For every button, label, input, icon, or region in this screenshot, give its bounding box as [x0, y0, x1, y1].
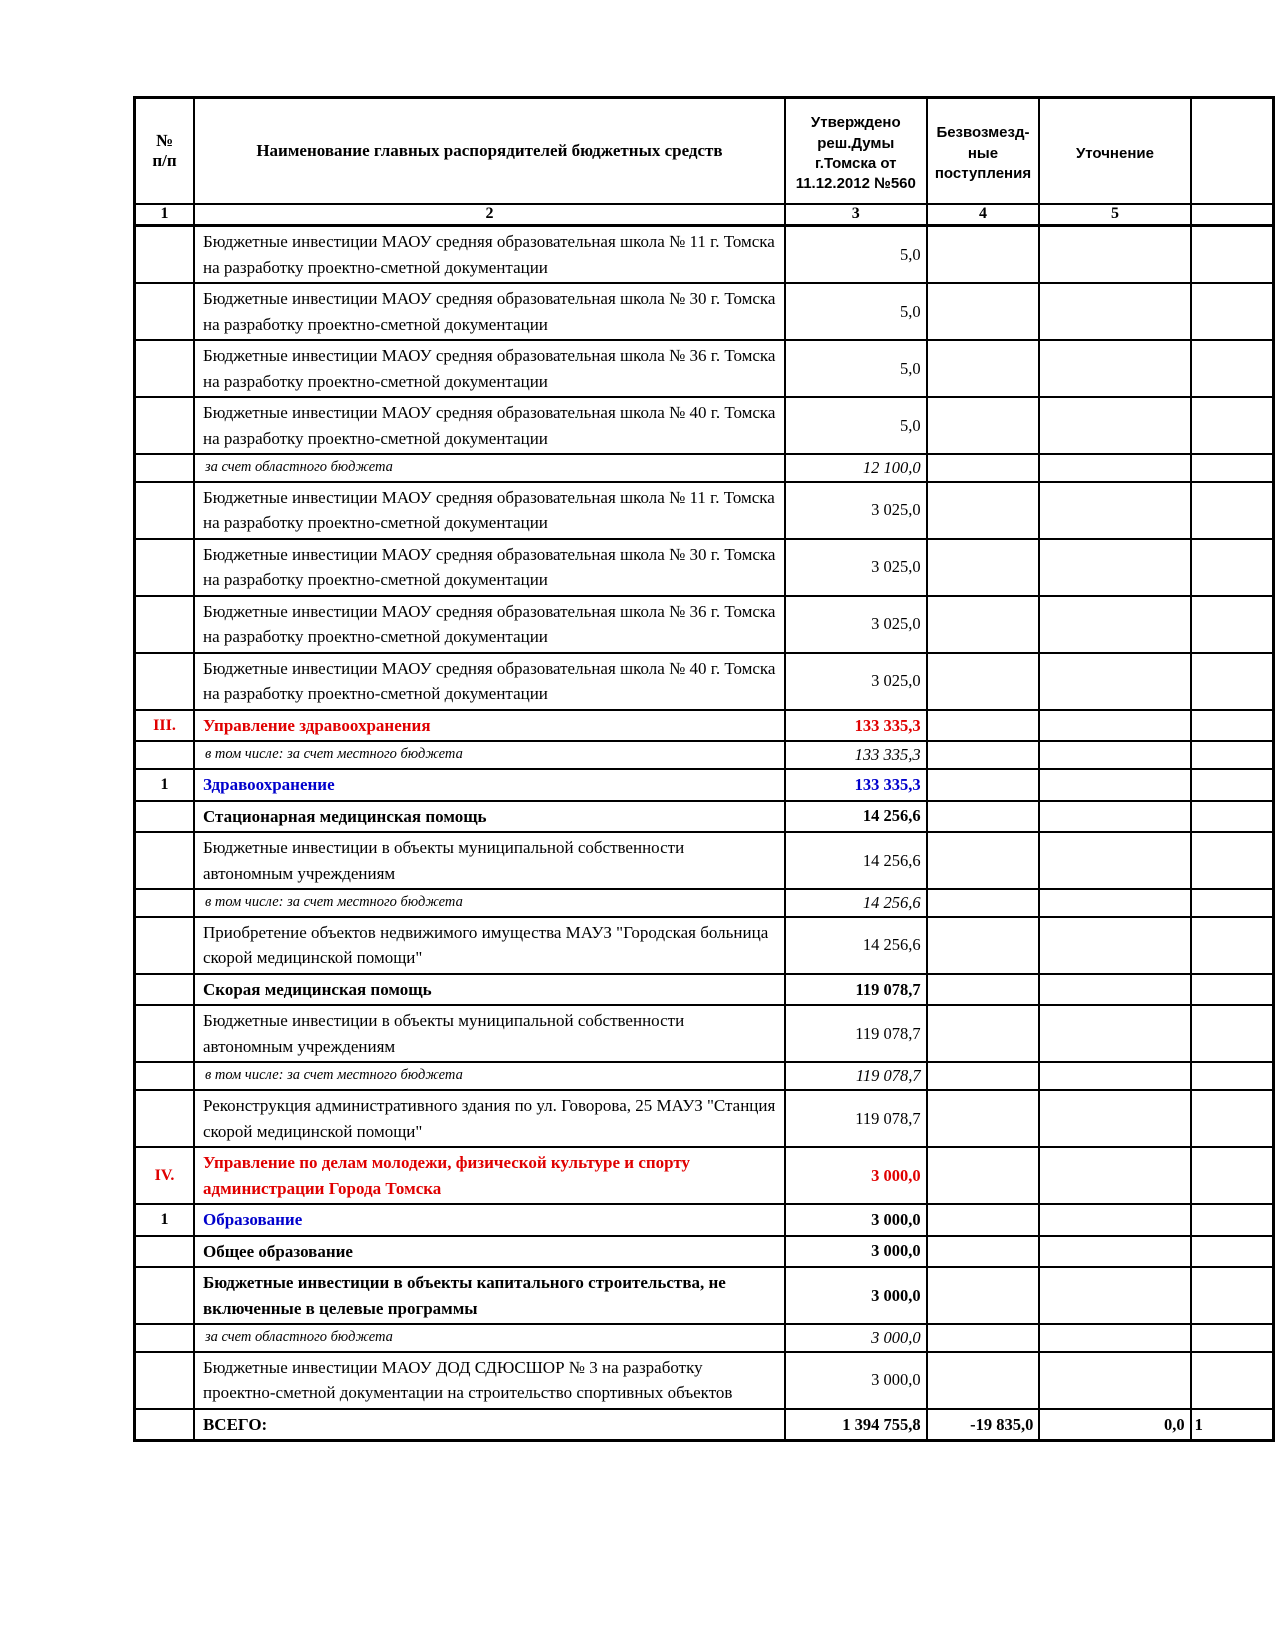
row-num-cell [135, 1352, 194, 1409]
row-gratuitous-cell [927, 832, 1040, 889]
total-col6-partial-value: 1 [1191, 1409, 1274, 1441]
row-name-cell: Образование [194, 1204, 785, 1236]
row-gratuitous-cell [927, 801, 1040, 833]
row-name-cell: Бюджетные инвестиции МАОУ средняя образовательная школа № 11 г. Томска на разработку проектно-сметной документации [194, 482, 785, 539]
row-num-cell [135, 974, 194, 1006]
table-row [135, 653, 1274, 710]
row-name-cell: в том числе: за счет местного бюджета [194, 741, 785, 769]
row-approved-cell: 12 100,0 [785, 454, 927, 482]
row-approved-cell: 3 025,0 [785, 653, 927, 710]
row-approved-cell: 3 000,0 [785, 1147, 927, 1204]
row-approved-cell: 3 000,0 [785, 1267, 927, 1324]
row-approved-cell: 5,0 [785, 397, 927, 454]
row-gratuitous-cell [927, 1090, 1040, 1147]
row-clarification-cell [1039, 283, 1190, 340]
table-body [135, 98, 1274, 1441]
table-row [135, 889, 1274, 917]
row-name-cell: Общее образование [194, 1236, 785, 1268]
colnum-3: 3 [785, 204, 927, 226]
table-row [135, 226, 1274, 284]
row-name-cell: Управление по делам молодежи, физической культуре и спорту администрации Города Томска [194, 1147, 785, 1204]
table-row [135, 596, 1274, 653]
row-clarification-cell [1039, 974, 1190, 1006]
row-gratuitous-cell [927, 1267, 1040, 1324]
row-gratuitous-cell [927, 454, 1040, 482]
row-approved-cell: 5,0 [785, 340, 927, 397]
row-gratuitous-cell [927, 283, 1040, 340]
header-approved: Утверждено реш.Думы г.Томска от 11.12.2012 №560 [785, 98, 927, 204]
table-row [135, 539, 1274, 596]
row-col6-cell [1191, 889, 1274, 917]
row-name-cell: Бюджетные инвестиции МАОУ средняя образовательная школа № 36 г. Томска на разработку проектно-сметной документации [194, 340, 785, 397]
row-num-cell [135, 283, 194, 340]
row-clarification-cell [1039, 340, 1190, 397]
row-gratuitous-cell [927, 226, 1040, 284]
row-num-cell [135, 397, 194, 454]
row-approved-cell: 119 078,7 [785, 1090, 927, 1147]
total-num-cell [135, 1409, 194, 1441]
header-name: Наименование главных распорядителей бюджетных средств [194, 98, 785, 204]
row-num-cell [135, 539, 194, 596]
row-approved-cell: 5,0 [785, 283, 927, 340]
row-num-cell [135, 889, 194, 917]
row-clarification-cell [1039, 482, 1190, 539]
row-approved-cell: 133 335,3 [785, 710, 927, 742]
row-num-cell: 1 [135, 769, 194, 801]
colnum-5: 5 [1039, 204, 1190, 226]
row-col6-cell [1191, 397, 1274, 454]
row-approved-cell: 14 256,6 [785, 917, 927, 974]
row-num-cell [135, 226, 194, 284]
row-name-cell: Скорая медицинская помощь [194, 974, 785, 1006]
row-gratuitous-cell [927, 539, 1040, 596]
row-approved-cell: 133 335,3 [785, 769, 927, 801]
row-gratuitous-cell [927, 974, 1040, 1006]
header-gratuitous: Безвозмезд-ные поступления [927, 98, 1040, 204]
table-row [135, 1324, 1274, 1352]
row-num-cell [135, 1267, 194, 1324]
row-num-cell [135, 653, 194, 710]
row-name-cell: Бюджетные инвестиции МАОУ средняя образовательная школа № 40 г. Томска на разработку проектно-сметной документации [194, 397, 785, 454]
row-gratuitous-cell [927, 1204, 1040, 1236]
header-row [135, 98, 1274, 204]
table-row [135, 482, 1274, 539]
row-clarification-cell [1039, 1236, 1190, 1268]
table-row [135, 454, 1274, 482]
row-gratuitous-cell [927, 741, 1040, 769]
row-approved-cell: 3 025,0 [785, 539, 927, 596]
row-gratuitous-cell [927, 1352, 1040, 1409]
row-col6-cell [1191, 801, 1274, 833]
colnum-6-cut [1191, 204, 1274, 226]
row-num-cell [135, 454, 194, 482]
row-approved-cell: 3 025,0 [785, 596, 927, 653]
row-clarification-cell [1039, 769, 1190, 801]
row-approved-cell: 3 000,0 [785, 1352, 927, 1409]
row-clarification-cell [1039, 454, 1190, 482]
row-clarification-cell [1039, 832, 1190, 889]
row-name-cell: за счет областного бюджета [194, 1324, 785, 1352]
row-num-cell [135, 801, 194, 833]
table-row [135, 1005, 1274, 1062]
row-col6-cell [1191, 1147, 1274, 1204]
table-row [135, 1062, 1274, 1090]
row-col6-cell [1191, 974, 1274, 1006]
row-clarification-cell [1039, 1267, 1190, 1324]
row-clarification-cell [1039, 889, 1190, 917]
row-clarification-cell [1039, 1147, 1190, 1204]
row-approved-cell: 5,0 [785, 226, 927, 284]
row-num-cell: IV. [135, 1147, 194, 1204]
row-clarification-cell [1039, 1005, 1190, 1062]
table-row [135, 340, 1274, 397]
row-clarification-cell [1039, 1062, 1190, 1090]
row-num-cell [135, 340, 194, 397]
row-col6-cell [1191, 1005, 1274, 1062]
total-gratuitous-value: -19 835,0 [927, 1409, 1040, 1441]
row-col6-cell [1191, 741, 1274, 769]
row-col6-cell [1191, 832, 1274, 889]
table-row [135, 1267, 1274, 1324]
row-approved-cell: 14 256,6 [785, 801, 927, 833]
row-col6-cell [1191, 226, 1274, 284]
row-approved-cell: 133 335,3 [785, 741, 927, 769]
row-gratuitous-cell [927, 710, 1040, 742]
colnum-1: 1 [135, 204, 194, 226]
total-label: ВСЕГО: [194, 1409, 785, 1441]
row-col6-cell [1191, 1236, 1274, 1268]
row-gratuitous-cell [927, 1062, 1040, 1090]
row-num-cell: 1 [135, 1204, 194, 1236]
row-clarification-cell [1039, 741, 1190, 769]
row-col6-cell [1191, 454, 1274, 482]
row-col6-cell [1191, 1204, 1274, 1236]
row-gratuitous-cell [927, 1147, 1040, 1204]
row-name-cell: Бюджетные инвестиции МАОУ средняя образовательная школа № 30 г. Томска на разработку проектно-сметной документации [194, 283, 785, 340]
row-num-cell [135, 482, 194, 539]
row-name-cell: Приобретение объектов недвижимого имущества МАУЗ "Городская больница скорой медицинской помощи" [194, 917, 785, 974]
row-col6-cell [1191, 283, 1274, 340]
row-clarification-cell [1039, 1204, 1190, 1236]
table-row [135, 1204, 1274, 1236]
row-name-cell: Стационарная медицинская помощь [194, 801, 785, 833]
row-col6-cell [1191, 653, 1274, 710]
row-col6-cell [1191, 917, 1274, 974]
total-clarification-value: 0,0 [1039, 1409, 1190, 1441]
column-numbers-row [135, 204, 1274, 226]
row-col6-cell [1191, 596, 1274, 653]
row-col6-cell [1191, 340, 1274, 397]
table-row [135, 769, 1274, 801]
table-row [135, 974, 1274, 1006]
row-approved-cell: 14 256,6 [785, 889, 927, 917]
row-approved-cell: 119 078,7 [785, 974, 927, 1006]
row-name-cell: в том числе: за счет местного бюджета [194, 1062, 785, 1090]
table-row [135, 1236, 1274, 1268]
row-col6-cell [1191, 482, 1274, 539]
row-clarification-cell [1039, 226, 1190, 284]
row-name-cell: Бюджетные инвестиции МАОУ средняя образовательная школа № 40 г. Томска на разработку проектно-сметной документации [194, 653, 785, 710]
table-row [135, 1090, 1274, 1147]
row-name-cell: Бюджетные инвестиции МАОУ средняя образовательная школа № 11 г. Томска на разработку проектно-сметной документации [194, 226, 785, 284]
row-num-cell [135, 1005, 194, 1062]
row-gratuitous-cell [927, 1005, 1040, 1062]
table-row [135, 283, 1274, 340]
row-gratuitous-cell [927, 482, 1040, 539]
row-clarification-cell [1039, 596, 1190, 653]
row-num-cell [135, 596, 194, 653]
row-gratuitous-cell [927, 769, 1040, 801]
row-clarification-cell [1039, 710, 1190, 742]
row-gratuitous-cell [927, 653, 1040, 710]
row-approved-cell: 3 000,0 [785, 1236, 927, 1268]
header-clarification: Уточнение [1039, 98, 1190, 204]
row-col6-cell [1191, 539, 1274, 596]
header-num: № п/п [135, 98, 194, 204]
row-gratuitous-cell [927, 1324, 1040, 1352]
row-num-cell [135, 917, 194, 974]
table-row [135, 832, 1274, 889]
row-clarification-cell [1039, 653, 1190, 710]
row-clarification-cell [1039, 397, 1190, 454]
row-gratuitous-cell [927, 1236, 1040, 1268]
row-name-cell: Бюджетные инвестиции в объекты муниципальной собственности автономным учреждениям [194, 832, 785, 889]
row-gratuitous-cell [927, 596, 1040, 653]
row-approved-cell: 119 078,7 [785, 1005, 927, 1062]
row-clarification-cell [1039, 1352, 1190, 1409]
row-approved-cell: 3 025,0 [785, 482, 927, 539]
row-gratuitous-cell [927, 917, 1040, 974]
row-col6-cell [1191, 769, 1274, 801]
header-col6-cut [1191, 98, 1274, 204]
row-col6-cell [1191, 1352, 1274, 1409]
row-clarification-cell [1039, 917, 1190, 974]
row-num-cell [135, 1090, 194, 1147]
row-name-cell: Бюджетные инвестиции МАОУ средняя образовательная школа № 36 г. Томска на разработку проектно-сметной документации [194, 596, 785, 653]
table-row [135, 1352, 1274, 1409]
row-name-cell: Управление здравоохранения [194, 710, 785, 742]
row-name-cell: Реконструкция административного здания по ул. Говорова, 25 МАУЗ "Станция скорой медицинской помощи" [194, 1090, 785, 1147]
row-col6-cell [1191, 1324, 1274, 1352]
row-name-cell: Бюджетные инвестиции в объекты муниципальной собственности автономным учреждениям [194, 1005, 785, 1062]
row-num-cell [135, 832, 194, 889]
table-row [135, 397, 1274, 454]
row-clarification-cell [1039, 1324, 1190, 1352]
row-col6-cell [1191, 1267, 1274, 1324]
row-num-cell [135, 1062, 194, 1090]
colnum-4: 4 [927, 204, 1040, 226]
row-num-cell [135, 1324, 194, 1352]
table-row [135, 801, 1274, 833]
table-row [135, 710, 1274, 742]
row-name-cell: Бюджетные инвестиции в объекты капитального строительства, не включенные в целевые программы [194, 1267, 785, 1324]
table-row [135, 741, 1274, 769]
row-name-cell: Бюджетные инвестиции МАОУ ДОД СДЮСШОР № 3 на разработку проектно-сметной документации на строительство спортивных объектов [194, 1352, 785, 1409]
row-name-cell: в том числе: за счет местного бюджета [194, 889, 785, 917]
row-gratuitous-cell [927, 340, 1040, 397]
budget-table-wrapper [133, 96, 1275, 1442]
row-clarification-cell [1039, 801, 1190, 833]
row-name-cell: Здравоохранение [194, 769, 785, 801]
row-clarification-cell [1039, 539, 1190, 596]
total-row [135, 1409, 1274, 1441]
table-row [135, 917, 1274, 974]
table-row [135, 1147, 1274, 1204]
row-gratuitous-cell [927, 397, 1040, 454]
row-num-cell [135, 741, 194, 769]
row-name-cell: за счет областного бюджета [194, 454, 785, 482]
budget-table [133, 96, 1275, 1442]
row-approved-cell: 119 078,7 [785, 1062, 927, 1090]
row-name-cell: Бюджетные инвестиции МАОУ средняя образовательная школа № 30 г. Томска на разработку проектно-сметной документации [194, 539, 785, 596]
total-approved-value: 1 394 755,8 [785, 1409, 927, 1441]
row-approved-cell: 14 256,6 [785, 832, 927, 889]
row-approved-cell: 3 000,0 [785, 1204, 927, 1236]
row-num-cell: III. [135, 710, 194, 742]
row-col6-cell [1191, 710, 1274, 742]
colnum-2: 2 [194, 204, 785, 226]
row-num-cell [135, 1236, 194, 1268]
row-approved-cell: 3 000,0 [785, 1324, 927, 1352]
row-clarification-cell [1039, 1090, 1190, 1147]
row-col6-cell [1191, 1062, 1274, 1090]
row-gratuitous-cell [927, 889, 1040, 917]
row-col6-cell [1191, 1090, 1274, 1147]
